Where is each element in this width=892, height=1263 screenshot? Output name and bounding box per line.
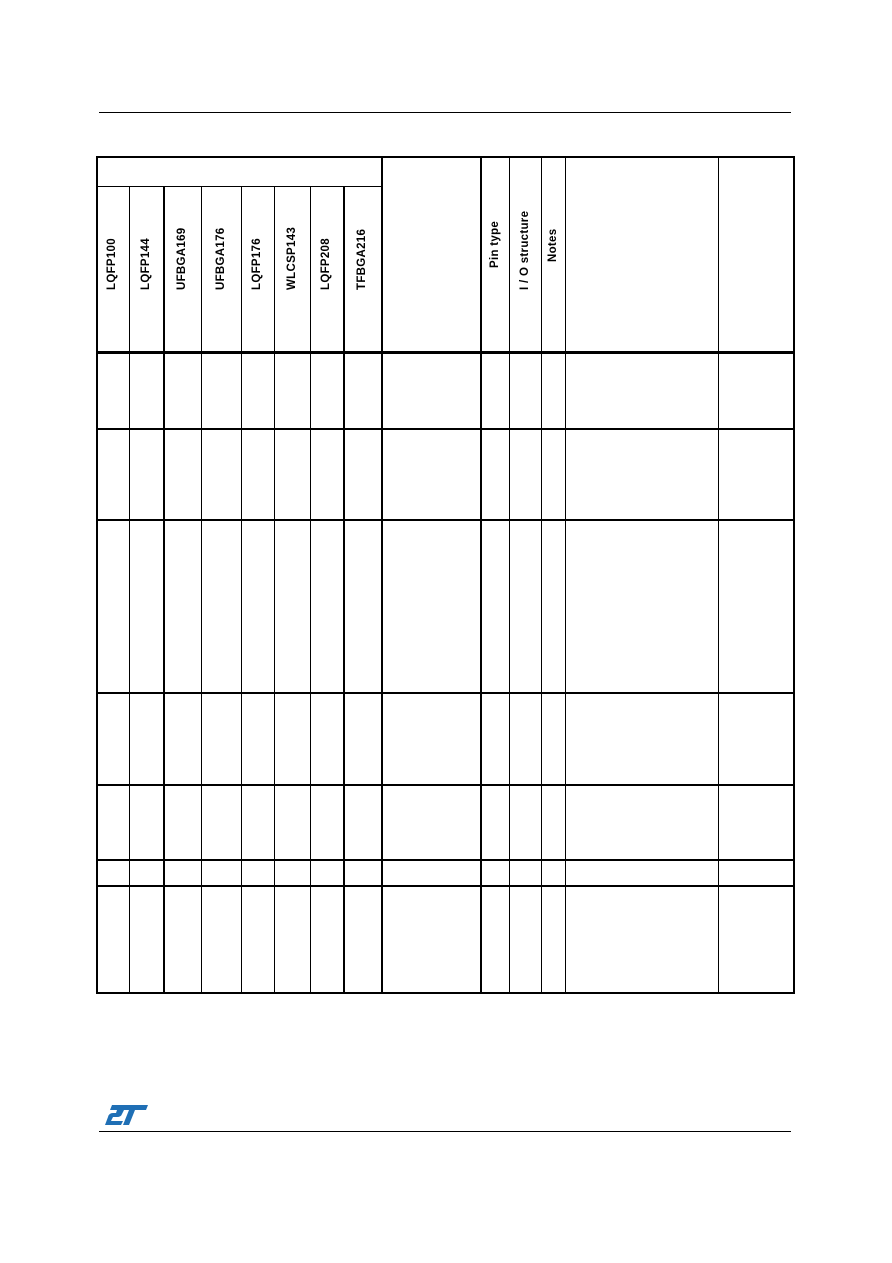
header-io-structure [510,157,541,352]
header-wlcsp143 [275,187,310,352]
header-ufbga176 [202,187,241,352]
header-label: WLCSP143 [285,226,298,290]
header-rule [99,112,791,113]
header-tfbga216 [345,187,381,352]
row-divider [96,859,795,861]
row-divider [96,428,795,430]
header-label: LQFP208 [320,238,332,290]
header-label: UFBGA176 [214,227,227,290]
header-label: LQFP100 [106,238,118,290]
table-border-right [793,156,795,994]
col-divider [718,156,719,994]
row-divider [96,885,795,887]
header-lqfp208 [311,187,343,352]
col-divider [565,156,566,994]
header-pin-type [482,157,509,352]
header-notes [542,157,565,352]
header-label: Pin type [488,220,501,268]
col-divider [381,156,383,994]
footer-rule [99,1131,791,1132]
header-label: LQFP144 [139,238,152,290]
header-label: Notes [546,228,559,262]
header-label: UFBGA169 [175,227,188,290]
row-divider [96,519,795,521]
row-divider [96,692,795,694]
header-label: LQFP176 [251,238,263,290]
row-divider [96,784,795,786]
header-label: I / O structure [518,210,531,290]
header-lqfp176 [242,187,274,352]
header-label: TFBGA216 [356,228,368,290]
header-lqfp100 [97,187,129,352]
header-ufbga169 [164,187,201,352]
header-lqfp144 [130,187,163,352]
st-logo [104,1103,150,1127]
table-border-top [96,156,795,158]
